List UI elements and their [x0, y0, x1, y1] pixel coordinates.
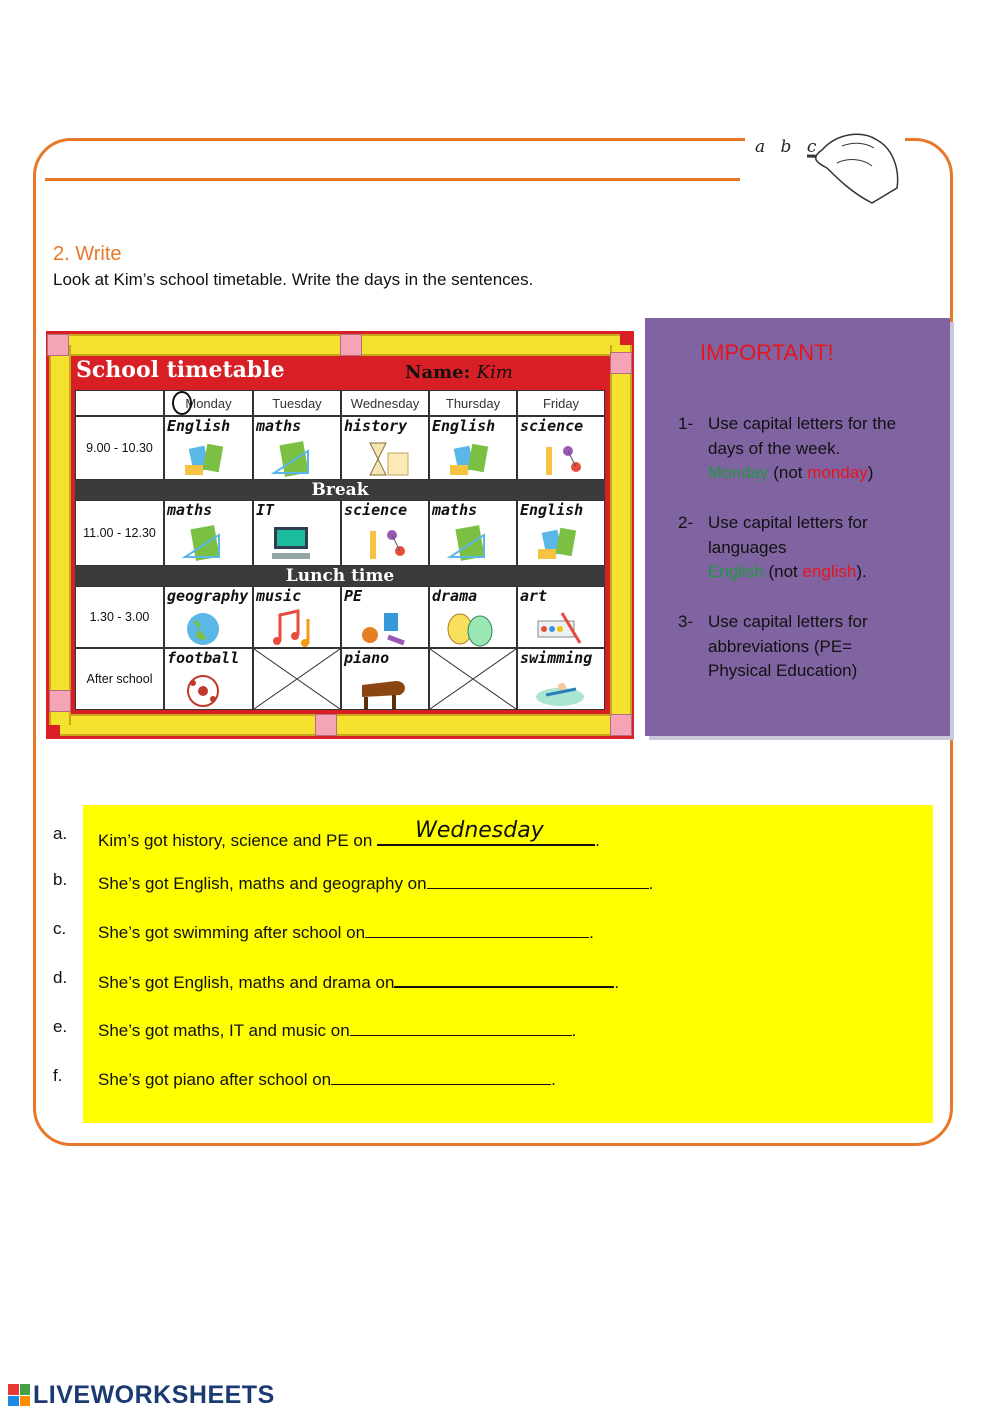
item-letter: e. [53, 1017, 68, 1036]
subject-label: swimming [520, 649, 593, 667]
subject-cell [517, 500, 605, 566]
subject-cell [164, 416, 253, 480]
rule-body: Use capital letters for the days of the week. [708, 414, 897, 458]
subject-label: geography [167, 587, 249, 605]
subject-label: maths [167, 501, 213, 519]
eraser-icon [315, 714, 337, 736]
day-thursday: Thursday [429, 390, 517, 416]
rule-text [708, 511, 868, 585]
answer-blank[interactable] [394, 968, 614, 988]
monday-circle [172, 391, 192, 415]
exercise-item-f [53, 1066, 713, 1092]
subject-label: IT [256, 501, 275, 519]
exercise-item-b [53, 870, 713, 896]
item-sentence [98, 1066, 556, 1090]
subject-label: piano [344, 649, 390, 667]
paint-icon [532, 609, 592, 649]
pencil-left [49, 345, 71, 725]
subject-label: maths [256, 417, 302, 435]
maths-icon [444, 523, 504, 563]
item-text: She’s got swimming after school on [98, 923, 366, 942]
item-sentence [98, 968, 619, 993]
music-notes-icon [268, 609, 328, 649]
item-sentence [98, 1017, 576, 1041]
rule-number: 2- [678, 513, 694, 532]
subject-cell [517, 586, 605, 648]
rule-1 [678, 412, 938, 487]
empty-cell [429, 648, 517, 710]
break-bar: Break [75, 480, 605, 500]
item-end: . [571, 1021, 577, 1040]
correct-example: Monday [708, 463, 769, 482]
rule-body: Use capital letters for abbreviations (PE= Physical Education) [708, 612, 868, 680]
answer-blank[interactable] [365, 919, 589, 938]
subject-label: English [432, 417, 496, 435]
maths-icon [268, 439, 328, 479]
maths-icon [179, 523, 239, 563]
subject-cell [429, 500, 517, 566]
pencil-bottom [60, 714, 620, 736]
timetable-grid [75, 390, 605, 710]
subject-label: maths [432, 501, 478, 519]
subject-cell [253, 500, 341, 566]
answer-blank[interactable] [350, 1017, 572, 1036]
subject-label: PE [344, 587, 363, 605]
subject-label: English [520, 501, 584, 519]
sports-icon [356, 609, 416, 649]
football-icon [179, 671, 239, 711]
time-slot: 9.00 - 10.30 [75, 416, 164, 480]
time-slot: 1.30 - 3.00 [75, 586, 164, 648]
swimmer-icon [532, 671, 592, 711]
wrong-example: english [802, 562, 857, 581]
item-sentence [98, 870, 653, 894]
time-slot: After school [75, 648, 164, 710]
subject-cell [164, 586, 253, 648]
books-icon [444, 439, 504, 479]
day-friday: Friday [517, 390, 605, 416]
subject-cell [341, 416, 429, 480]
eraser-icon [340, 334, 362, 356]
rule-3 [678, 610, 938, 710]
day-tuesday: Tuesday [253, 390, 341, 416]
subject-cell [517, 416, 605, 480]
item-text: She’s got maths, IT and music on [98, 1021, 350, 1040]
rule-2 [678, 511, 938, 586]
rule-number: 3- [678, 612, 694, 631]
hourglass-icon [356, 439, 416, 479]
timetable-title: School timetable [76, 357, 285, 383]
item-letter: d. [53, 968, 68, 987]
exercise-item-a [53, 818, 673, 854]
science-icon [356, 523, 416, 563]
item-text: She’s got English, maths and drama on [98, 973, 395, 992]
subject-label: drama [432, 587, 478, 605]
answer-blank[interactable] [427, 870, 649, 889]
header-rule [45, 178, 740, 181]
timetable-name [405, 362, 513, 383]
rule-text [708, 412, 928, 486]
subject-cell [429, 416, 517, 480]
handwriting-sample: a b c [755, 137, 822, 157]
computer-icon [268, 523, 328, 563]
eraser-icon [610, 714, 632, 736]
item-letter: c. [53, 919, 67, 938]
day-wednesday: Wednesday [341, 390, 429, 416]
important-title: IMPORTANT! [700, 340, 834, 365]
rule-connector: (not [768, 463, 808, 482]
item-letter: f. [53, 1066, 63, 1085]
pencil-right [610, 345, 632, 725]
globe-icon [179, 609, 239, 649]
subject-label: history [344, 417, 408, 435]
instructions: Look at Kim’s school timetable. Write the days in the sentences. [53, 270, 534, 289]
subject-label: music [256, 587, 302, 605]
item-sentence [98, 919, 594, 943]
science-icon [532, 439, 592, 479]
answer-blank[interactable] [331, 1066, 551, 1085]
books-icon [179, 439, 239, 479]
correct-example: English [708, 562, 764, 581]
name-label: Name: [405, 362, 471, 383]
item-end: . [595, 831, 600, 850]
eraser-icon [610, 352, 632, 374]
subject-cell [517, 648, 605, 710]
empty-cell [253, 648, 341, 710]
subject-label: English [167, 417, 231, 435]
cross-icon [254, 649, 340, 709]
item-sentence [98, 818, 600, 851]
liveworksheets-logo [8, 1381, 275, 1409]
subject-label: art [520, 587, 548, 605]
item-text: She’s got piano after school on [98, 1070, 332, 1089]
subject-cell [341, 648, 429, 710]
subject-cell [253, 586, 341, 648]
day-monday: Monday [164, 390, 253, 416]
rule-connector: (not [763, 562, 803, 581]
eraser-icon [47, 334, 69, 356]
exercise-item-e [53, 1017, 713, 1043]
item-end: . [551, 1070, 556, 1089]
exercise-item-c [53, 919, 713, 945]
eraser-icon [49, 690, 71, 712]
section-title: 2. Write [53, 243, 122, 265]
lunch-bar: Lunch time [75, 566, 605, 586]
cross-icon [430, 649, 516, 709]
wrong-example: monday [807, 463, 868, 482]
rule-body: Use capital letters for languages [708, 513, 868, 557]
rule-end: ). [856, 562, 867, 581]
corner-cell [75, 390, 164, 416]
logo-grid-icon [8, 1384, 30, 1406]
subject-label: science [344, 501, 408, 519]
subject-label: football [167, 649, 240, 667]
name-value: Kim [476, 362, 513, 383]
answer-text: Wednesday [415, 818, 544, 843]
item-end: . [589, 923, 594, 942]
item-letter: b. [53, 870, 68, 889]
writing-hand-icon [752, 128, 902, 208]
item-text: Kim’s got history, science and PE on [98, 831, 378, 850]
logo-text: LIVEWORKSHEETS [33, 1380, 275, 1409]
subject-cell [253, 416, 341, 480]
item-letter: a. [53, 824, 68, 843]
rule-end: ) [867, 463, 874, 482]
rule-number: 1- [678, 414, 694, 433]
books-icon [532, 523, 592, 563]
time-slot: 11.00 - 12.30 [75, 500, 164, 566]
subject-cell [341, 500, 429, 566]
subject-cell [164, 500, 253, 566]
subject-label: science [520, 417, 584, 435]
item-end: . [648, 874, 654, 893]
subject-cell [429, 586, 517, 648]
subject-cell [341, 586, 429, 648]
subject-cell [164, 648, 253, 710]
item-text: She’s got English, maths and geography on [98, 874, 427, 893]
answer-blank[interactable] [377, 818, 595, 846]
theatre-masks-icon [444, 609, 504, 649]
piano-icon [356, 671, 416, 711]
item-end: . [614, 973, 620, 992]
exercise-item-d [53, 968, 713, 994]
